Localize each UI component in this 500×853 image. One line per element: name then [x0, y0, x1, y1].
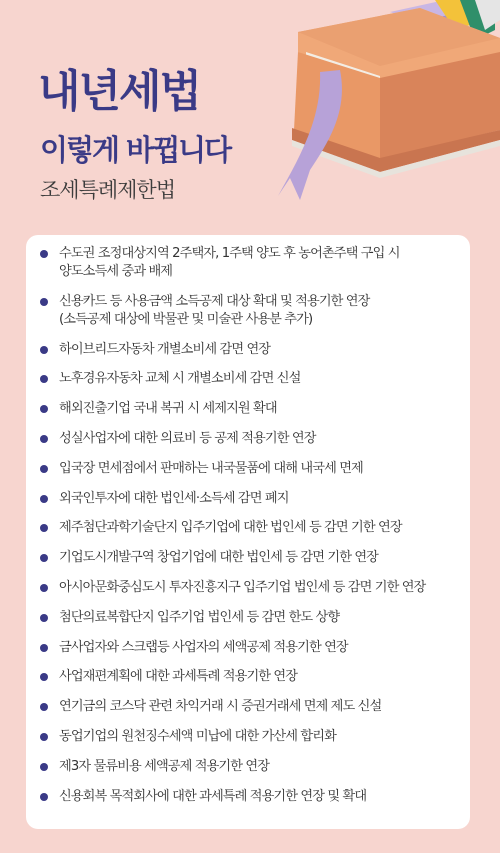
bullet-icon — [40, 405, 48, 413]
list-item — [38, 579, 462, 597]
list-item-text: 첨단의료복합단지 입주기업 법인세 등 감면 한도 상향 — [59, 609, 340, 625]
list-item — [38, 788, 462, 806]
header-banner — [0, 0, 500, 240]
list-item-text: 연기금의 코스닥 관련 차익거래 시 증권거래세 면제 제도 신설 — [59, 699, 382, 715]
list-item-text: 제주첨단과학기술단지 입주기업에 대한 법인세 등 감면 기한 연장 — [59, 520, 402, 536]
list-item — [38, 490, 462, 508]
list-item — [38, 609, 462, 627]
bullet-icon — [40, 584, 48, 592]
list-item — [38, 728, 462, 746]
bullet-icon — [40, 298, 48, 306]
bullet-icon — [40, 644, 48, 652]
bullet-icon — [40, 465, 48, 473]
bullet-icon — [40, 763, 48, 771]
title-subtitle: 이렇게 바뀝니다 — [40, 133, 231, 167]
list-item — [38, 758, 462, 776]
list-item — [38, 639, 462, 657]
list-item — [38, 549, 462, 567]
bullet-icon — [40, 435, 48, 443]
list-item — [38, 460, 462, 478]
list-item — [38, 668, 462, 686]
law-name: 조세특례제한법 — [40, 178, 176, 202]
list-item-text: 성실사업자에 대한 의료비 등 공제 적용기한 연장 — [59, 430, 316, 446]
bullet-icon — [40, 524, 48, 532]
changes-list — [38, 245, 462, 806]
bullet-icon — [40, 733, 48, 741]
bullet-icon — [40, 554, 48, 562]
bullet-icon — [40, 703, 48, 711]
list-item-text: 양도소득세 중과 배제 — [59, 264, 173, 279]
list-item — [38, 370, 462, 388]
list-item — [38, 341, 462, 359]
list-item-text: 하이브리드자동차 개별소비세 감면 연장 — [59, 341, 271, 357]
list-item-text: 아시아문화중심도시 투자진흥지구 입주기업 법인세 등 감면 기한 연장 — [59, 579, 426, 595]
list-item-text: 금사업자와 스크랩등 사업자의 세액공제 적용기한 연장 — [59, 639, 348, 655]
list-item-text: 기업도시개발구역 창업기업에 대한 법인세 등 감면 기한 연장 — [59, 550, 379, 566]
list-item-text: 수도권 조정대상지역 2주택자, 1주택 양도 후 농어촌주택 구입 시 — [59, 246, 400, 261]
bullet-icon — [40, 375, 48, 383]
bullet-icon — [40, 793, 48, 801]
list-item — [38, 293, 462, 329]
bullet-icon — [40, 250, 48, 258]
bullet-icon — [40, 346, 48, 354]
bullet-icon — [40, 495, 48, 503]
list-item-text: 신용회복 목적회사에 대한 과세특례 적용기한 연장 및 확대 — [59, 788, 367, 804]
list-item — [38, 400, 462, 418]
title-main: 내년세법 — [38, 66, 201, 117]
list-item-text: 외국인투자에 대한 법인세·소득세 감면 폐지 — [59, 490, 289, 506]
bullet-icon — [40, 614, 48, 622]
list-item-text: (소득공제 대상에 박물관 및 미술관 사용분 추가) — [59, 311, 313, 327]
list-item-text: 사업재편계획에 대한 과세특례 적용기한 연장 — [59, 669, 298, 685]
list-item-text: 입국장 면세점에서 판매하는 내국물품에 대해 내국세 면제 — [59, 460, 363, 476]
list-item-text: 신용카드 등 사용금액 소득공제 대상 확대 및 적용기한 연장 — [59, 293, 370, 309]
list-item-text: 해외진출기업 국내 복귀 시 세제지원 확대 — [59, 401, 277, 417]
changes-card — [26, 235, 470, 829]
list-item — [38, 245, 462, 281]
list-item — [38, 519, 462, 537]
bullet-icon — [40, 673, 48, 681]
list-item — [38, 430, 462, 448]
list-item-text: 제3자 물류비용 세액공제 적용기한 연장 — [59, 758, 270, 774]
list-item-text: 동업기업의 원천징수세액 미납에 대한 가산세 합리화 — [59, 728, 336, 744]
list-item — [38, 698, 462, 716]
list-item-text: 노후경유자동차 교체 시 개별소비세 감면 신설 — [59, 371, 301, 387]
book-illustration — [270, 0, 500, 200]
